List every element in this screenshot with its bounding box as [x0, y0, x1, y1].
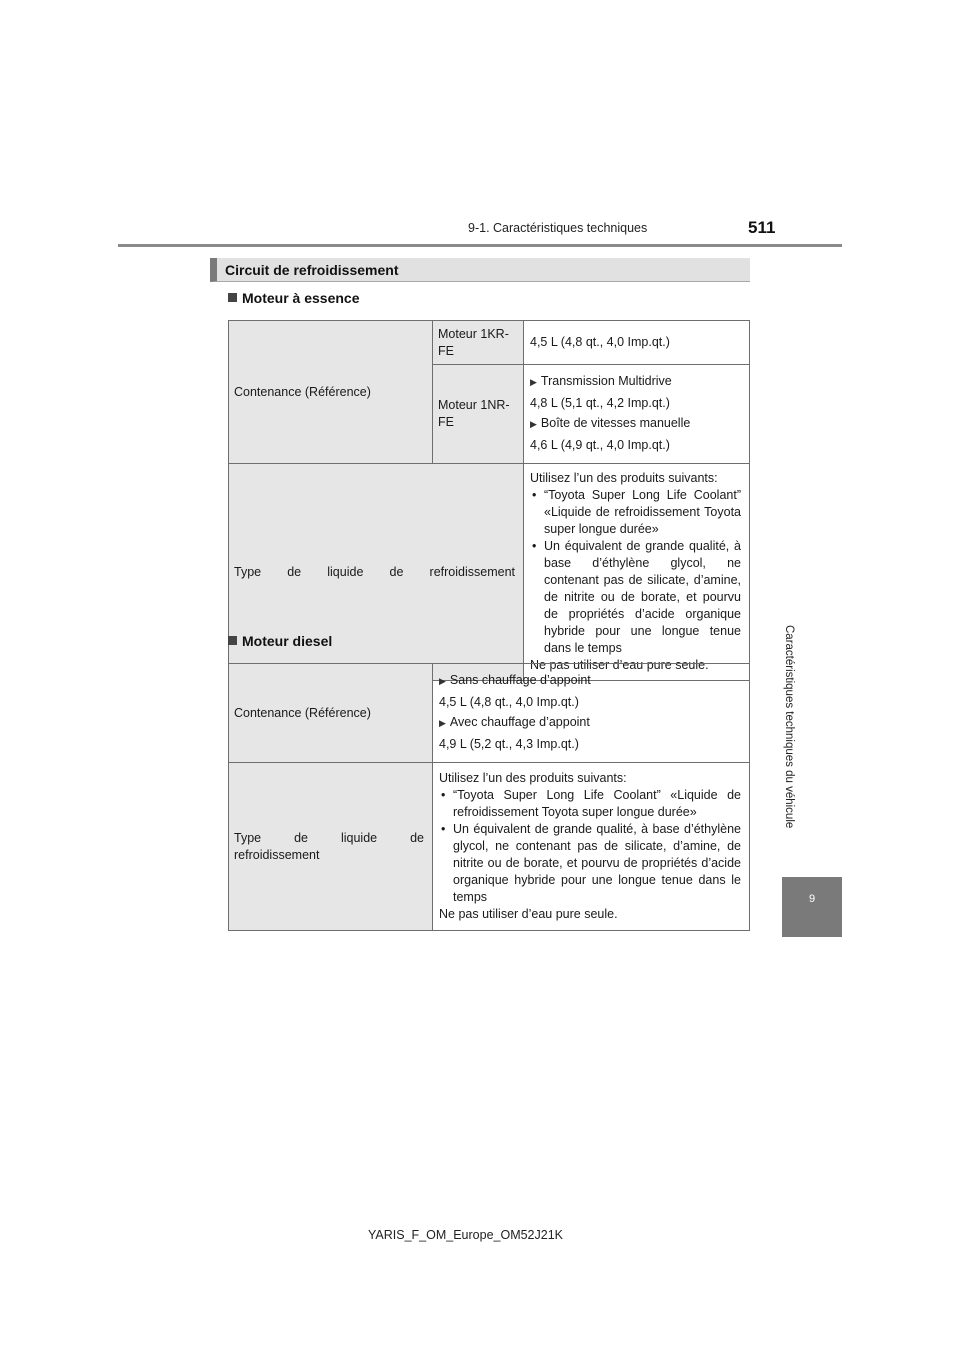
engine-1nr-item: 4,8 L (5,1 qt., 4,2 Imp.qt.): [530, 396, 670, 410]
engine-1nr-item: ▶ Transmission Multidrive: [530, 374, 672, 388]
coolant-bullet: • Un équivalent de grande qualité, à base d’éthylène glycol, ne contenant pas de silicate, d’amine, de nitrite ou de borate, et pourvu de propriétés d’acide organique hybride pour une longue tenue dans le temps: [532, 539, 741, 655]
engine-1nr-label: Moteur 1NR-FE: [433, 365, 524, 464]
engine-1kr-value: 4,5 L (4,8 qt., 4,0 Imp.qt.): [524, 321, 750, 365]
square-bullet-icon: [228, 293, 237, 302]
triangle-right-icon: ▶: [530, 419, 537, 429]
header-section-title: 9-1. Caractéristiques techniques: [468, 221, 648, 235]
coolant-note: Ne pas utiliser d’eau pure seule.: [530, 658, 709, 672]
diesel-capacity-values: [433, 664, 750, 763]
document-code-footer: YARIS_F_OM_Europe_OM52J21K: [368, 1228, 564, 1242]
subheading-diesel-text: Moteur diesel: [242, 633, 333, 649]
coolant-bullet: • Un équivalent de grande qualité, à base d’éthylène glycol, ne contenant pas de silicate, d’amine, de nitrite ou de borate, et pourvu de propriétés d’acide organique hybride pour une longue tenue dans le temps: [441, 822, 741, 904]
header-rule: [118, 244, 842, 247]
coolant-bullet: • “Toyota Super Long Life Coolant” «Liquide de refroidissement Toyota super longue durée»: [532, 488, 741, 536]
coolant-intro: Utilisez l’un des produits suivants:: [530, 471, 718, 485]
engine-1nr-values: [524, 365, 750, 464]
square-bullet-icon: [228, 636, 237, 645]
chapter-side-title-text: Caractéristiques techniques du véhicule: [783, 625, 795, 829]
coolant-note: Ne pas utiliser d’eau pure seule.: [439, 907, 618, 921]
triangle-right-icon: ▶: [439, 676, 446, 686]
bullet-dot: •: [441, 788, 446, 802]
diesel-capacity-item: ▶ Avec chauffage d’appoint: [439, 715, 590, 729]
triangle-right-icon: ▶: [439, 718, 446, 728]
diesel-coolant-type-label: Type de liquide de refroidissement: [229, 763, 433, 931]
coolant-intro: Utilisez l’un des produits suivants:: [439, 771, 627, 785]
subheading-petrol-text: Moteur à essence: [242, 290, 360, 306]
petrol-coolant-type-value: [524, 464, 750, 681]
petrol-coolant-type-label: Type de liquide de refroidissement: [229, 464, 524, 681]
diesel-capacity-item: 4,9 L (5,2 qt., 4,3 Imp.qt.): [439, 737, 579, 751]
section-title: Circuit de refroidissement: [210, 258, 750, 282]
engine-1nr-item: ▶ Boîte de vitesses manuelle: [530, 416, 691, 430]
bullet-dot: •: [532, 539, 537, 553]
subheading-diesel: [228, 633, 332, 649]
bullet-dot: •: [441, 822, 446, 836]
diesel-capacity-item: 4,5 L (4,8 qt., 4,0 Imp.qt.): [439, 695, 579, 709]
chapter-tab: [782, 877, 842, 937]
bullet-dot: •: [532, 488, 537, 502]
triangle-right-icon: ▶: [530, 377, 537, 387]
engine-1kr-label: Moteur 1KR-FE: [433, 321, 524, 365]
engine-1nr-item: 4,6 L (4,9 qt., 4,0 Imp.qt.): [530, 438, 670, 452]
diesel-spec-table: [228, 663, 750, 931]
diesel-capacity-label: Contenance (Référence): [229, 664, 433, 763]
coolant-bullet: • “Toyota Super Long Life Coolant” «Liquide de refroidissement Toyota super longue durée»: [441, 788, 741, 819]
diesel-coolant-type-value: [433, 763, 750, 931]
diesel-capacity-item: ▶ Sans chauffage d’appoint: [439, 673, 591, 687]
petrol-capacity-label: Contenance (Référence): [229, 321, 433, 464]
petrol-spec-table: [228, 320, 750, 681]
subheading-petrol: [228, 290, 360, 306]
chapter-tab-number: 9: [808, 893, 816, 905]
page-number: 511: [748, 218, 776, 237]
